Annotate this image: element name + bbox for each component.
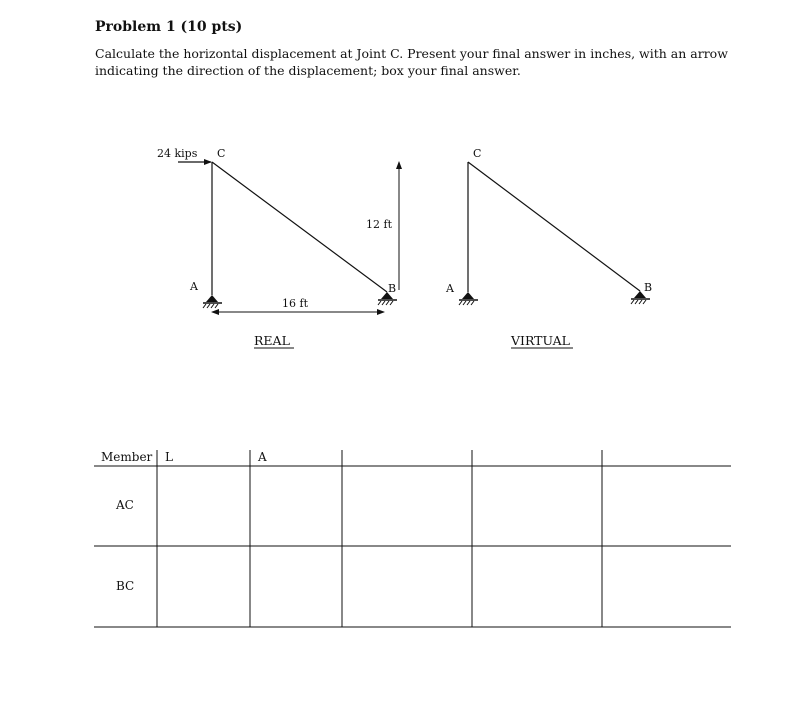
table-row-ac-member: AC	[116, 498, 134, 512]
support-a-icon	[203, 295, 222, 308]
virtual-joint-b-label: B	[644, 281, 653, 294]
real-member-bc	[212, 162, 387, 292]
table-row-bc-member: BC	[116, 579, 135, 593]
problem-prompt: Calculate the horizontal displacement at Joint C. Present your final answer in inches, with an arrow indicating the direction of the displacement; box your final answer.	[95, 46, 728, 78]
real-joint-a-label: A	[190, 280, 198, 293]
real-joint-c-label: C	[217, 147, 226, 160]
problem-title: Problem 1 (10 pts)	[95, 19, 243, 35]
member-table	[94, 450, 731, 627]
virtual-caption: VIRTUAL	[511, 333, 570, 348]
table-header-a: A	[258, 450, 267, 464]
virtual-support-a-icon	[459, 292, 478, 305]
virtual-joint-c-label: C	[473, 147, 482, 160]
real-caption: REAL	[254, 333, 290, 348]
width-dimension-label: 16 ft	[282, 297, 308, 310]
load-label: 24 kips	[157, 147, 198, 160]
virtual-member-bc	[468, 162, 640, 291]
virtual-figure	[445, 147, 652, 348]
table-header-l: L	[165, 450, 173, 464]
table-header-member: Member	[101, 450, 153, 464]
real-figure	[157, 147, 399, 348]
virtual-joint-a-label: A	[446, 282, 454, 295]
height-dimension-label: 12 ft	[366, 218, 392, 231]
real-joint-b-label: B	[388, 282, 397, 295]
